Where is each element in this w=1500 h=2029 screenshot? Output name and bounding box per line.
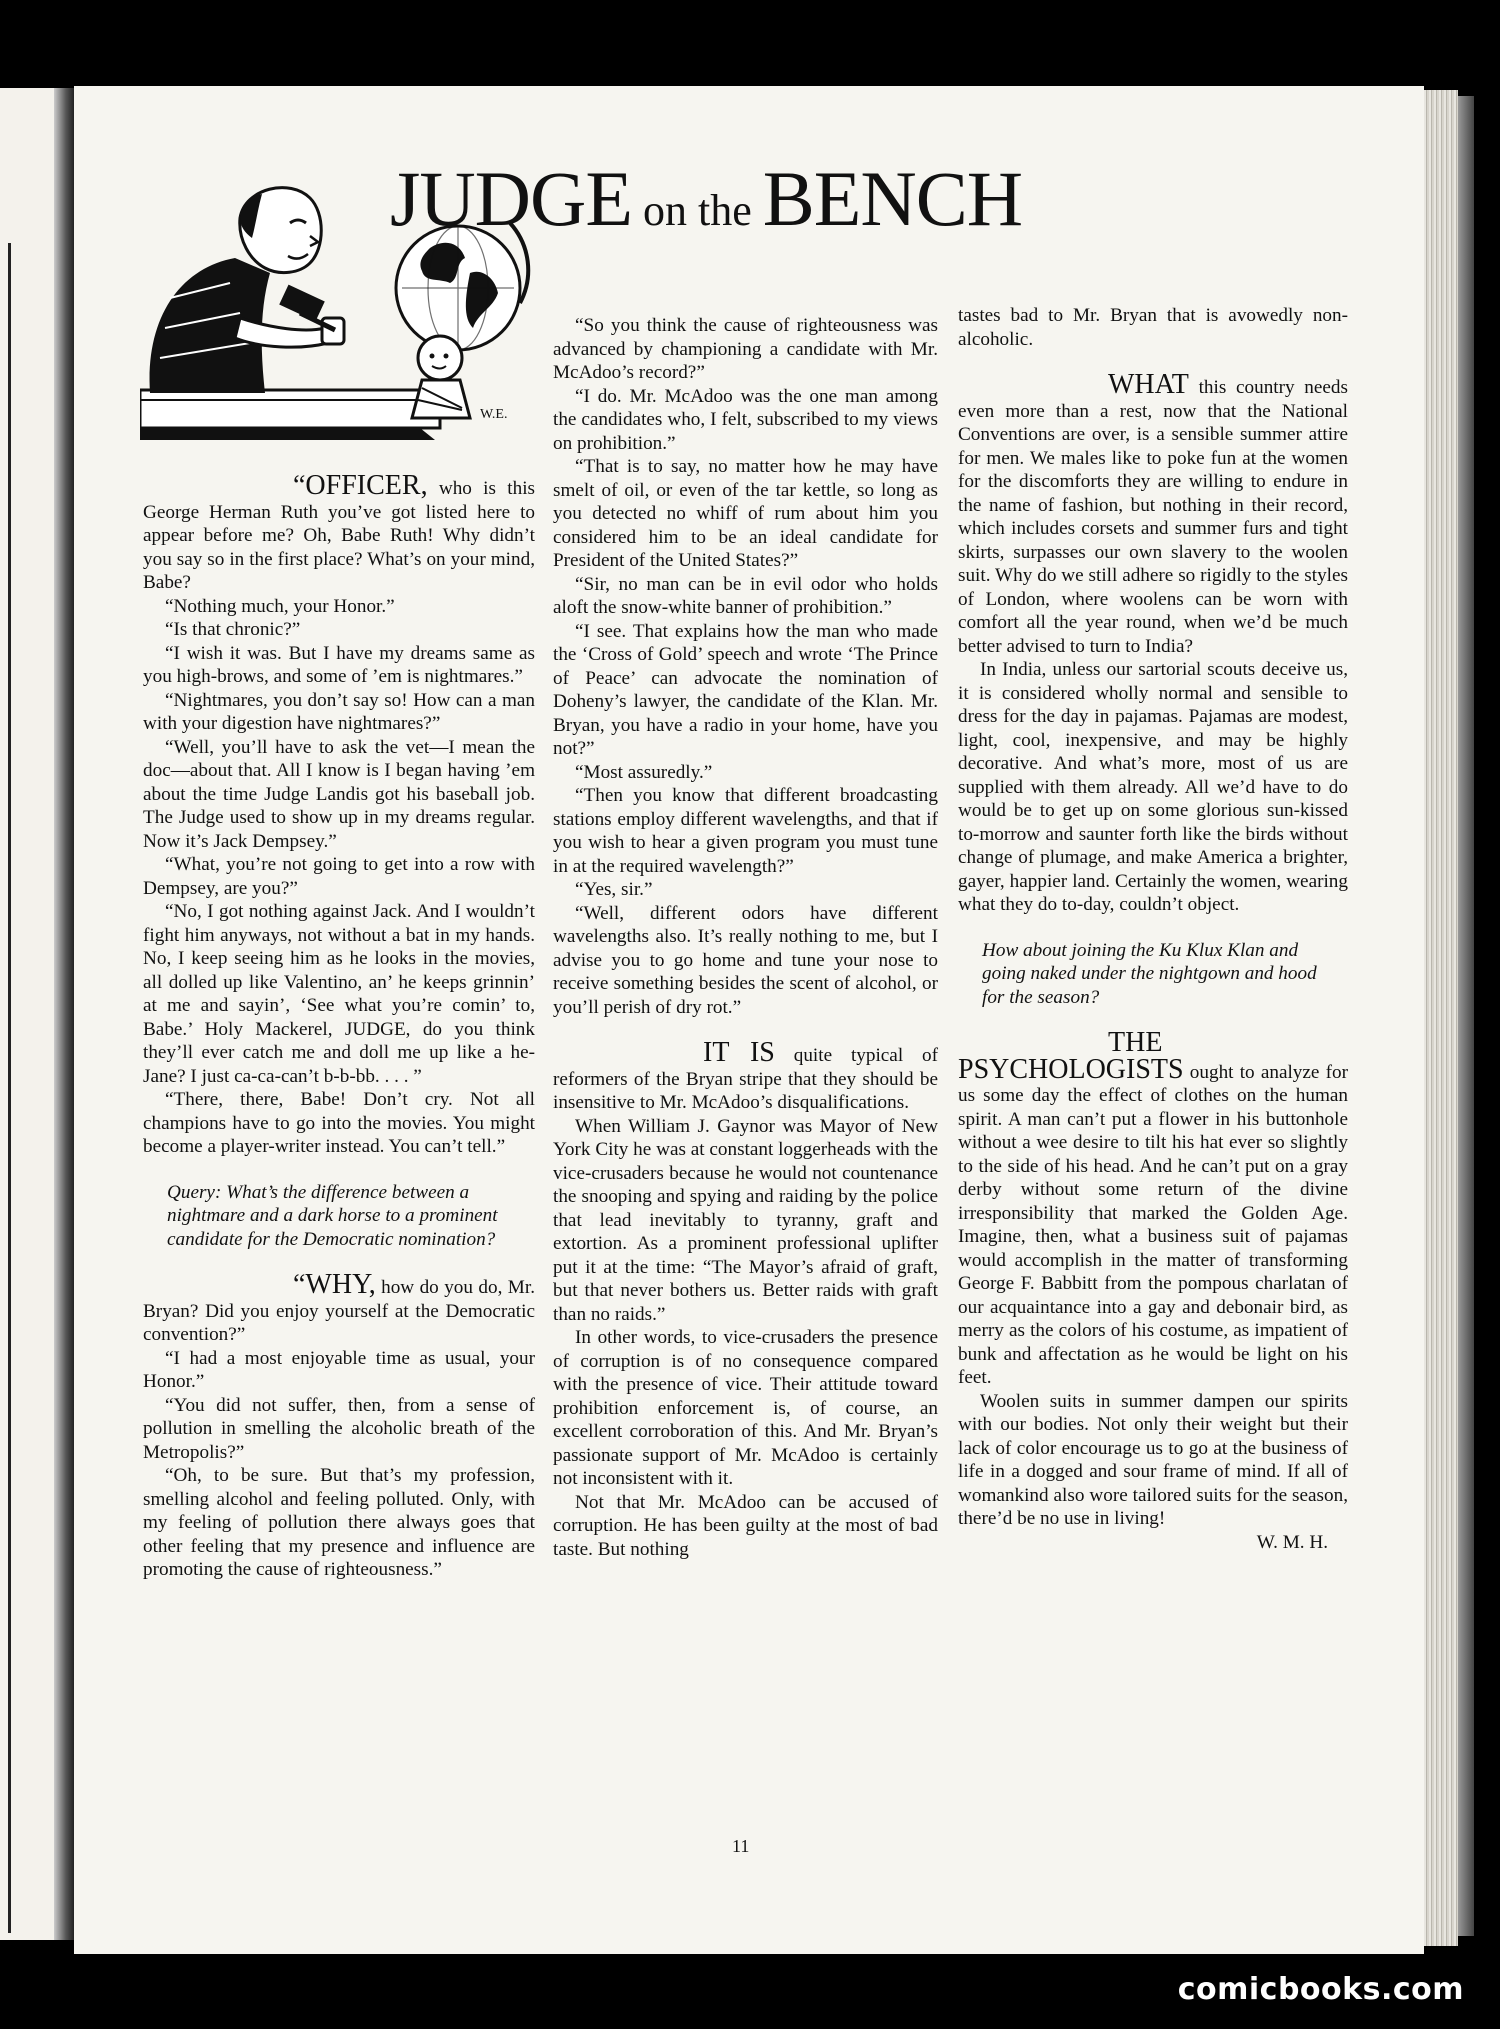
editorial-query: Query: What’s the difference between a nightmare and a dark horse to a prominent candidate for the Democratic nomination? xyxy=(167,1181,498,1250)
paragraph: “Most assuredly.” xyxy=(575,761,713,783)
paragraph: Not that Mr. McAdoo can be accused of corruption. He has been guilty at the most of bad taste. But nothing xyxy=(553,1491,938,1560)
column-3 xyxy=(958,304,1348,1554)
paragraph-lead xyxy=(958,369,1348,658)
lead-text: who is this George Herman Ruth you’ve got listed here to appear before me? Oh, Babe Ruth! Why didn’t you say so in the first place? What’s on your mind, Babe? xyxy=(143,478,535,593)
paragraph: “There, there, Babe! Don’t cry. Not all champions have to go into the movies. You might become a player-writer instead. You can’t tell.” xyxy=(143,1089,535,1157)
paragraph: “You did not suffer, then, from a sense of pollution in smelling the alcoholic breath of the Metropolis?” xyxy=(143,1394,535,1463)
paragraph-lead xyxy=(143,1269,535,1347)
lead-text: ought to analyze for us some day the effect of clothes on the human spirit. A man can’t put a flower in his buttonhole without a wee desire to tilt his hat ever so slightly to the side of his head. And he can’t put on a gray derby without some return of the divine irresponsibility that marked the Golden Age. Imagine, then, what a business suit of pajamas would accomplish in the matter of transforming George F. Babbitt from the pompous charlatan of our acquaintance into a gay and debonair bird, as merry as the colors of his costume, as impatient of bunk and affectation as he would be light on his feet. xyxy=(958,1061,1348,1388)
paragraph: “I had a most enjoyable time as usual, your Honor.” xyxy=(143,1347,535,1392)
paragraph: “Sir, no man can be in evil odor who holds aloft the snow-white banner of prohibition.” xyxy=(553,573,938,618)
paragraph: “I do. Mr. McAdoo was the one man among the candidates who, I felt, subscribed to my views on prohibition.” xyxy=(553,385,938,454)
paragraph: In other words, to vice-crusaders the presence of corruption is of no consequence compared with the presence of vice. Their attitude toward prohibition enforcement is, of course, an excellent corroboration of this. And Mr. Bryan’s passionate support of Mr. McAdoo is certainly not inconsistent with it. xyxy=(553,1327,938,1489)
lead-text: this country needs even more than a rest, now that the National Conventions are over, is a sensible summer attire for men. We males like to poke fun at the women for the discomforts they are willing to endure in the name of fashion, but nothing in their record, which includes corsets and summer furs and tight skirts, surpasses our own slavery to the woolen suit. Why do we still adhere so rigidly to the styles of London, where woolens can be worn with comfort all the year round, when we’d be much better advised to turn to India? xyxy=(958,377,1348,657)
paragraph: tastes bad to Mr. Bryan that is avowedly non-alcoholic. xyxy=(958,305,1348,350)
paragraph: “Then you know that different broadcasting stations employ different wavelengths, and that if you wish to hear a given program you must tune in at the required wavelength?” xyxy=(553,785,938,877)
paragraph: “Nothing much, your Honor.” xyxy=(165,595,395,617)
paragraph: “Well, different odors have different wavelengths also. It’s really nothing to me, but I advise you to go home and tune your nose to receive something besides the scent of alcohol, or you’ll perish of dry rot.” xyxy=(553,902,938,1018)
paragraph: “Yes, sir.” xyxy=(575,879,653,900)
page-number: 11 xyxy=(732,1836,750,1856)
spine-shadow xyxy=(54,88,74,1940)
paragraph-lead xyxy=(958,1027,1348,1390)
paragraph: “No, I got nothing against Jack. And I wouldn’t fight him anyways, not without a bat in my hands. No, I keep seeing him as he looks in the movies, all dolled up like Valentino, an’ he keeps grinnin’ at me and sayin’, ‘See what you’re comin’ to, Babe.’ Holy Mackerel, JUDGE, do you think they’ll ever catch me and doll me up like a he-Jane? I just ca-ca-can’t b-b-bb. . . . ” xyxy=(143,901,535,1087)
paragraph: “So you think the cause of righteousness was advanced by championing a candidate with Mr. McAdoo’s record?” xyxy=(553,315,938,383)
paragraph: “Nightmares, you don’t say so! How can a man with your digestion have nightmares?” xyxy=(143,689,535,734)
paragraph: In India, unless our sartorial scouts deceive us, it is considered wholly normal and sensible to dress for the day in pajamas. Pajamas are modest, light, cool, inexpensive, and may be highly decorative. And what’s more, most of us are supplied with them already. All we’d have to do would be to get up on some glorious sun-kissed to-morrow and saunter forth like the birds without change of plumage, and make America a brighter, gayer, happier land. Certainly the women, wearing what they do to-day, couldn’t object. xyxy=(958,659,1348,915)
title-bench: BENCH xyxy=(762,155,1023,242)
watermark: comicbooks.com xyxy=(1177,1972,1464,2007)
author-signature: W. M. H. xyxy=(1256,1531,1328,1553)
page-title xyxy=(390,155,1023,250)
title-on-the: on the xyxy=(643,186,752,235)
paragraph: “Oh, to be sure. But that’s my profession, smelling alcohol and feeling polluted. Only, with my feeling of pollution there always goes that other feeling that my presence and influence are promoting the cause of righteousness.” xyxy=(143,1465,535,1580)
lead-initial: “WHY, xyxy=(293,1269,376,1300)
page-stack-shadow xyxy=(1458,96,1474,1936)
paragraph: “I wish it was. But I have my dreams same as you high-brows, and some of ’em is nightmares.” xyxy=(143,642,535,687)
title-judge: JUDGE xyxy=(390,155,632,242)
page-stack-edge xyxy=(1424,90,1458,1946)
margin-rule xyxy=(8,243,11,1933)
paragraph: “What, you’re not going to get into a row with Dempsey, are you?” xyxy=(143,854,535,899)
lead-initial: THE PSYCHOLOGISTS xyxy=(958,1027,1184,1085)
paragraph: Woolen suits in summer dampen our spirits with our bodies. Not only their weight but their lack of color encourage us to go at the business of life in a dogged and sour frame of mind. If all of womankind also wore tailored suits for the season, there’d be no use in living! xyxy=(958,1390,1348,1529)
lead-text: how do you do, Mr. Bryan? Did you enjoy yourself at the Democratic convention?” xyxy=(143,1277,535,1345)
lead-text: quite typical of reformers of the Bryan stripe that they should be insensitive to Mr. McAdoo’s disqualifications. xyxy=(553,1045,938,1113)
lead-initial: IT IS xyxy=(703,1037,775,1068)
illustration-signature: W.E. xyxy=(480,407,508,422)
column-1 xyxy=(143,452,535,1582)
paragraph: When William J. Gaynor was Mayor of New York City he was at constant loggerheads with the vice-crusaders because he would not countenance the snooping and spying and raiding by the police that lead inevitably to tyranny, graft and extortion. As a prominent professional uplifter put it at the time: “The Mayor’s afraid of graft, but that never bothers us. Better raids with graft than no raids.” xyxy=(553,1115,938,1325)
lead-initial: “OFFICER, xyxy=(293,470,428,501)
paragraph-lead xyxy=(553,1037,938,1115)
paragraph: “I see. That explains how the man who made the ‘Cross of Gold’ speech and wrote ‘The Prince of Peace’ can advocate the nomination of Doheny’s lawyer, the candidate of the Klan. Mr. Bryan, you have a radio in your home, have you not?” xyxy=(553,620,938,759)
lead-initial: WHAT xyxy=(1108,369,1189,400)
paragraph: “Is that chronic?” xyxy=(165,619,301,640)
column-2 xyxy=(553,314,938,1561)
paragraph-lead xyxy=(143,470,535,595)
paragraph: “That is to say, no matter how he may have smelt of oil, or even of the tar kettle, so long as you detected no whiff of rum about him you considered him to be an ideal candidate for President of the United States?” xyxy=(553,456,938,571)
paragraph: “Well, you’ll have to ask the vet—I mean the doc—about that. All I know is I began having ’em about the time Judge Landis got his baseball job. The Judge used to show up in my dreams regular. Now it’s Jack Dempsey.” xyxy=(143,736,535,852)
editorial-query: How about joining the Ku Klux Klan and going naked under the nightgown and hood for the season? xyxy=(982,939,1317,1008)
